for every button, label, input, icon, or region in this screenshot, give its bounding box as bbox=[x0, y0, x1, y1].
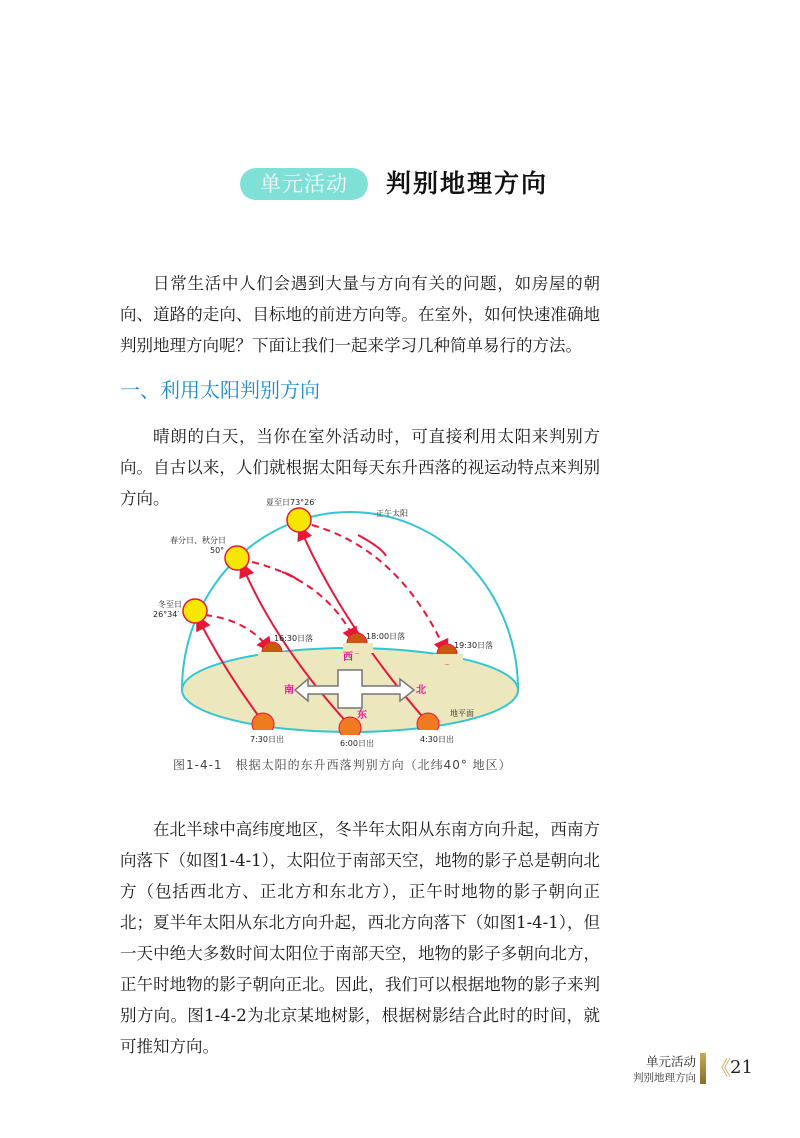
equinox-noon-sun bbox=[225, 546, 249, 570]
label-east: 东 bbox=[357, 710, 367, 721]
footer-line-unit: 单元活动 bbox=[645, 1054, 696, 1069]
winter-noon-sun bbox=[183, 599, 207, 623]
label-noon-sun: 正午太阳 bbox=[376, 509, 408, 518]
unit-title bbox=[240, 164, 600, 204]
shadow-paragraph: 在北半球中高纬度地区，冬半年太阳从东南方向升起，西南方向落下（如图1-4-1），太阳位于南部天空，地物的影子总是朝向北方（包括西北方、正北方和东北方），正午时地物的影子朝向正北；夏半年太阳从东北方向升起，西北方向落下（如图1-4-1），但一天中绝大多数时间太阳位于南部天空，地物的影子多朝向北方，正午时地物的影子朝向正北。因此，我们可以根据地物的影子来判别方向。图1-4-2为北京某地树影，根据树影结合此时的时间，就可推知方向。 bbox=[120, 820, 600, 1056]
unit-activity-badge: 单元活动 bbox=[240, 168, 368, 200]
footer-line-topic: 判别地理方向 bbox=[633, 1072, 696, 1084]
label-sunset-1930: 19:30日落 bbox=[454, 641, 494, 650]
figure-sun-path-diagram bbox=[150, 490, 550, 750]
section-heading-sun: 一、利用太阳判别方向 bbox=[120, 378, 320, 402]
label-sunset-1800: 18:00日落 bbox=[366, 632, 406, 641]
label-sunrise-430: 4:30日出 bbox=[420, 735, 454, 744]
label-winter-angle: 26°34′ bbox=[153, 610, 180, 619]
figure-caption: 图1-4-1 根据太阳的东升西落判别方向（北纬40° 地区） bbox=[173, 758, 512, 772]
label-horizon: 地平面 bbox=[450, 709, 474, 718]
section-sun-paragraph: 晴朗的白天，当你在室外活动时，可直接利用太阳来判别方向。自古以来，人们就根据太阳每天东升西落的视运动特点来判别方向。 bbox=[120, 427, 600, 508]
summer-noon-sun bbox=[287, 508, 311, 532]
label-sunset-1630: 16:30日落 bbox=[274, 634, 314, 643]
page-number: 21 bbox=[730, 1057, 753, 1078]
footer-chevron-icon: 《 bbox=[711, 1056, 731, 1080]
winter-setting-path bbox=[205, 615, 270, 650]
footer-divider-bar bbox=[700, 1053, 706, 1084]
label-south: 南 bbox=[284, 685, 294, 696]
label-west: 西 bbox=[343, 652, 353, 663]
page-title: 判别地理方向 bbox=[386, 169, 549, 198]
label-sunrise-730: 7:30日出 bbox=[250, 735, 284, 744]
label-equinox-angle: 50° bbox=[210, 546, 225, 555]
label-equinox: 春分日、秋分日 bbox=[170, 536, 226, 545]
footer-unit-label bbox=[633, 1053, 696, 1085]
intro-paragraph: 日常生活中人们会遇到大量与方向有关的问题，如房屋的朝向、道路的走向、目标地的前进方向等。在室外，如何快速准确地判别地理方向呢？下面让我们一起来学习几种简单易行的方法。 bbox=[120, 274, 600, 355]
label-winter-solstice: 冬至日 bbox=[158, 600, 182, 609]
label-sunrise-600: 6:00日出 bbox=[340, 739, 374, 748]
label-north: 北 bbox=[416, 685, 426, 696]
equinox-setting-path bbox=[252, 562, 355, 640]
label-summer-solstice: 夏至日73°26′ bbox=[266, 498, 317, 507]
